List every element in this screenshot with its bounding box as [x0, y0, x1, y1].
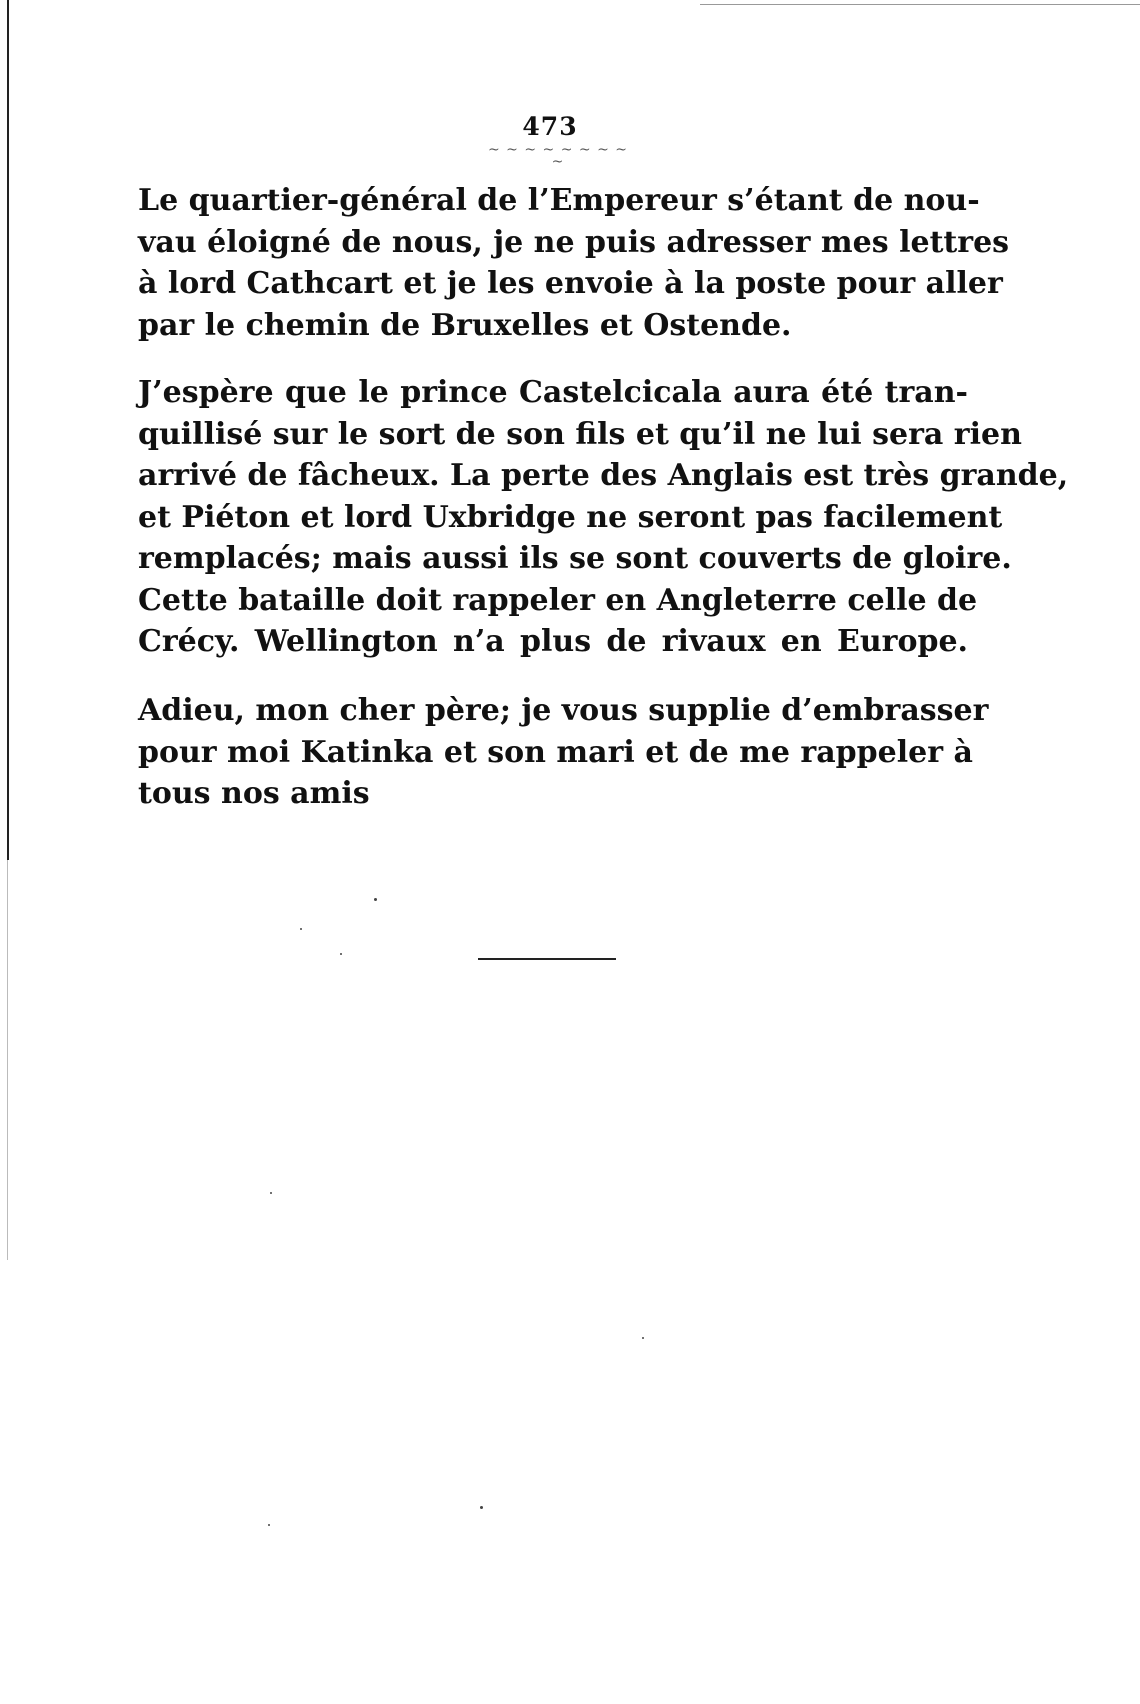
text-line: pour moi Katinka et son mari et de me rappeler à — [138, 734, 973, 770]
scan-speck — [270, 1192, 272, 1194]
page-number-ornament: ~ ~ ~ ~ ~ ~ ~ ~ ~ — [488, 142, 628, 170]
text-line: et Piéton et lord Uxbridge ne seront pas facilement — [138, 499, 1003, 535]
text-line: Adieu, mon cher père; je vous supplie d’embrasser — [138, 693, 989, 728]
scan-speck — [300, 928, 302, 930]
paragraph-1 — [138, 180, 1010, 346]
paragraph-2 — [138, 372, 1069, 663]
end-separator-rule — [478, 958, 616, 960]
scan-margin-line-faint — [7, 860, 8, 1260]
paragraph-3 — [138, 690, 989, 815]
text-line: par le chemin de Bruxelles et Ostende. — [138, 307, 792, 343]
text-line: arrivé de fâcheux. La perte des Anglais est très grande, — [138, 458, 1069, 493]
text-line: Crécy. Wellington n’a plus de rivaux en Europe. — [138, 624, 968, 659]
scan-speck — [268, 1524, 270, 1526]
text-line: remplacés; mais aussi ils se sont couverts de gloire. — [138, 541, 1012, 576]
scan-speck — [374, 898, 377, 901]
scan-speck — [642, 1337, 644, 1339]
text-line: J’espère que le prince Castelcicala aura été tran- — [138, 375, 968, 410]
scan-speck — [340, 953, 342, 955]
text-line: tous nos amis — [138, 776, 370, 811]
page-number: 473 — [522, 112, 578, 141]
text-line: Le quartier-général de l’Empereur s’étant de nou- — [138, 183, 980, 218]
text-line: vau éloigné de nous, je ne puis adresser mes lettres — [138, 224, 1010, 260]
scan-speck — [480, 1506, 483, 1509]
text-line: Cette bataille doit rappeler en Angleterre celle de — [138, 582, 978, 618]
text-line: à lord Cathcart et je les envoie à la poste pour aller — [138, 266, 1003, 301]
text-line: quillisé sur le sort de son fils et qu’il ne lui sera rien — [138, 416, 1022, 452]
scan-top-edge-line — [700, 4, 1140, 5]
